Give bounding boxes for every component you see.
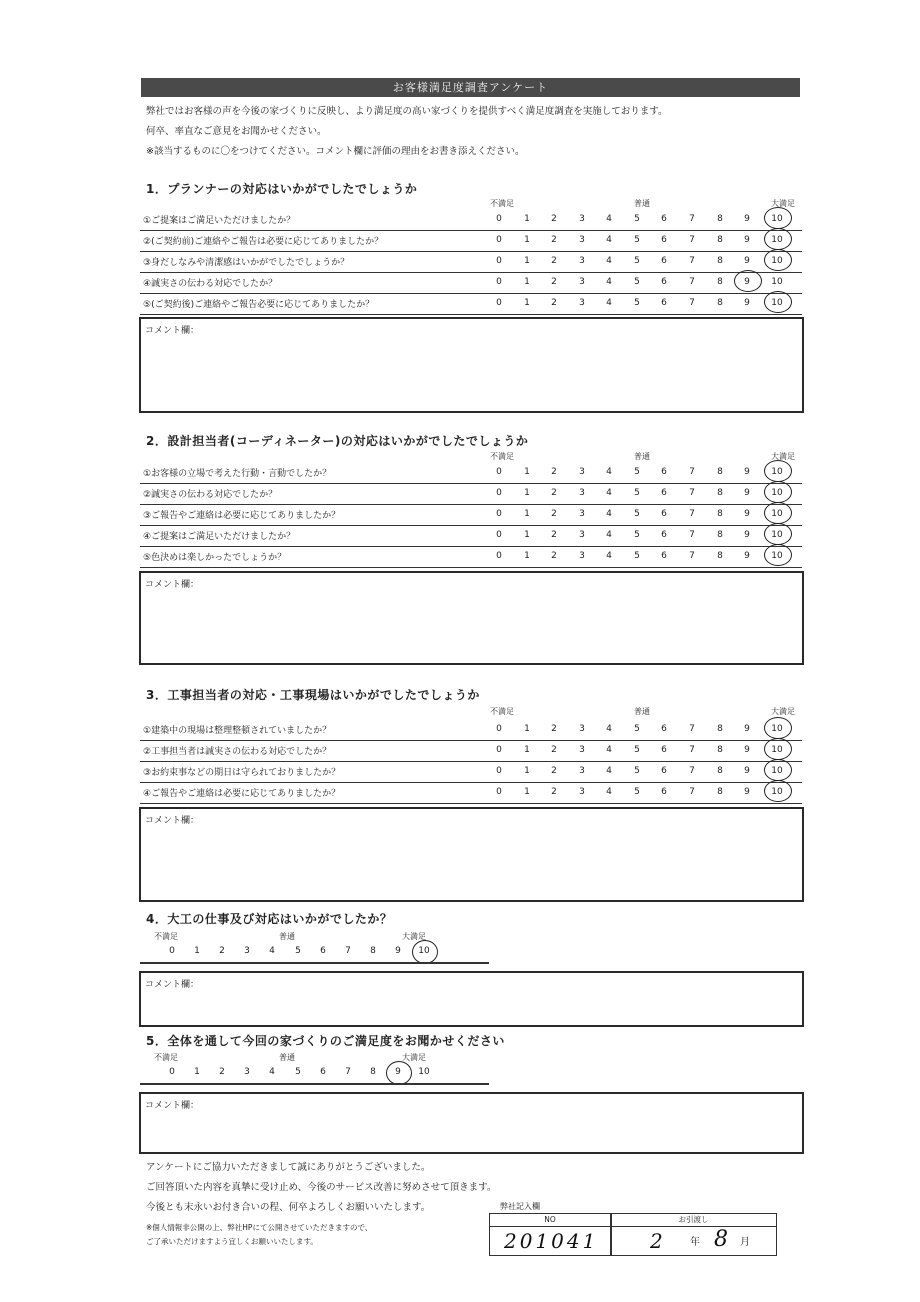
rating-option[interactable]: 2 [551, 509, 557, 519]
selected-rating-circle [764, 207, 792, 229]
rating-option[interactable]: 3 [579, 766, 585, 776]
rating-option[interactable]: 3 [579, 745, 585, 755]
selected-rating-circle [386, 1061, 412, 1085]
rating-option[interactable]: 0 [496, 214, 502, 224]
rating-option[interactable]: 1 [194, 946, 200, 956]
rating-option[interactable]: 6 [661, 214, 667, 224]
rating-option[interactable]: 1 [524, 277, 530, 287]
rating-option[interactable]: 2 [551, 766, 557, 776]
rating-option[interactable]: 0 [169, 1067, 175, 1077]
rating-option[interactable]: 1 [524, 298, 530, 308]
question-text: ④誠実さの伝わる対応でしたか？ [143, 279, 278, 289]
rating-option[interactable]: 7 [689, 787, 695, 797]
rating-option[interactable]: 1 [524, 488, 530, 498]
rating-option[interactable]: 4 [606, 509, 612, 519]
rating-option[interactable]: 8 [717, 235, 723, 245]
rating-option[interactable]: 3 [579, 214, 585, 224]
rating-option[interactable]: 7 [689, 766, 695, 776]
rating-option[interactable]: 10 [771, 787, 783, 797]
rating-option[interactable]: 3 [579, 467, 585, 477]
rating-option[interactable]: 2 [551, 467, 557, 477]
rating-option[interactable]: 5 [634, 530, 640, 540]
rating-option[interactable]: 6 [320, 946, 326, 956]
rating-option[interactable]: 6 [661, 509, 667, 519]
rating-option[interactable]: 5 [634, 467, 640, 477]
rating-option[interactable]: 6 [661, 787, 667, 797]
rating-option[interactable]: 6 [661, 235, 667, 245]
question-text: ①建築中の現場は整理整頓されていましたか？ [143, 726, 332, 736]
rating-option[interactable]: 3 [579, 509, 585, 519]
rating-option[interactable]: 8 [717, 787, 723, 797]
question-text: ①お客様の立場で考えた行動・言動でしたか？ [143, 469, 332, 479]
rating-option[interactable]: 9 [395, 1067, 401, 1077]
rating-option[interactable]: 3 [579, 256, 585, 266]
question-text: ④ご提案はご満足いただけましたか？ [143, 532, 296, 542]
section-1-title: 1．プランナーの対応はいかがでしたでしょうか [146, 182, 418, 196]
question-text: ⑤(ご契約後)ご連絡やご報告必要に応じてありましたか？ [143, 300, 375, 310]
rating-option[interactable]: 9 [744, 787, 750, 797]
rating-option[interactable]: 2 [551, 745, 557, 755]
rating-option[interactable]: 10 [771, 298, 783, 308]
rating-option[interactable]: 8 [717, 488, 723, 498]
rating-option[interactable]: 3 [579, 724, 585, 734]
selected-rating-circle [764, 228, 792, 250]
rating-option[interactable]: 0 [496, 724, 502, 734]
rating-option[interactable]: 4 [606, 256, 612, 266]
rating-option[interactable]: 0 [496, 467, 502, 477]
question-row [140, 762, 802, 783]
rating-option[interactable]: 2 [551, 277, 557, 287]
selected-rating-circle [764, 460, 792, 482]
office-use-table [489, 1213, 777, 1256]
selected-rating-circle [764, 738, 792, 760]
rating-option[interactable]: 7 [345, 946, 351, 956]
rating-option[interactable]: 9 [744, 551, 750, 561]
rating-option[interactable]: 4 [606, 214, 612, 224]
rating-option[interactable]: 2 [551, 298, 557, 308]
question-text: ②(ご契約前)ご連絡やご報告は必要に応じてありましたか？ [143, 237, 384, 247]
rating-option[interactable]: 0 [496, 787, 502, 797]
rating-option[interactable]: 4 [606, 277, 612, 287]
survey-title: お客様満足度調査アンケート [141, 78, 800, 97]
rating-option[interactable]: 6 [661, 488, 667, 498]
rating-option[interactable]: 2 [551, 214, 557, 224]
rating-option[interactable]: 4 [606, 235, 612, 245]
rating-option[interactable]: 3 [579, 488, 585, 498]
rating-option[interactable]: 2 [551, 235, 557, 245]
rating-option[interactable]: 10 [418, 946, 430, 956]
rating-option[interactable]: 5 [295, 1067, 301, 1077]
rating-option[interactable]: 4 [269, 946, 275, 956]
rating-option[interactable]: 10 [771, 530, 783, 540]
rating-option[interactable]: 10 [771, 766, 783, 776]
scale-mid-label: 普通 [634, 452, 650, 461]
section-2-title: 2．設計担当者(コーディネーター)の対応はいかがでしたでしょうか [146, 434, 529, 448]
rating-option[interactable]: 10 [771, 488, 783, 498]
rating-option[interactable]: 2 [219, 946, 225, 956]
question-text: ①ご提案はご満足いただけましたか？ [143, 216, 296, 226]
question-row [140, 484, 802, 505]
selected-rating-circle [764, 717, 792, 739]
rating-option[interactable]: 10 [771, 551, 783, 561]
rating-option[interactable]: 10 [771, 235, 783, 245]
rating-option[interactable]: 2 [551, 530, 557, 540]
rating-option[interactable]: 2 [551, 488, 557, 498]
rating-option[interactable]: 7 [689, 467, 695, 477]
rating-option[interactable]: 10 [771, 509, 783, 519]
rating-option[interactable]: 10 [771, 467, 783, 477]
rating-option[interactable]: 6 [661, 530, 667, 540]
rating-option[interactable]: 5 [634, 488, 640, 498]
rating-option[interactable]: 5 [634, 277, 640, 287]
rating-option[interactable]: 1 [524, 235, 530, 245]
year-label: 年 [690, 1237, 700, 1248]
rating-option[interactable]: 8 [717, 530, 723, 540]
rating-option[interactable]: 3 [579, 277, 585, 287]
rating-option[interactable]: 0 [496, 235, 502, 245]
comment-label: コメント欄： [145, 1101, 200, 1111]
rating-option[interactable]: 5 [634, 787, 640, 797]
selected-rating-circle [764, 502, 792, 524]
selected-rating-circle [764, 544, 792, 566]
comment-box-3[interactable] [139, 807, 804, 902]
rating-option[interactable]: 4 [606, 787, 612, 797]
rating-option[interactable]: 5 [634, 551, 640, 561]
scale-high-label: 大満足 [402, 1053, 426, 1062]
comment-label: コメント欄： [145, 816, 200, 826]
rating-option[interactable]: 6 [661, 766, 667, 776]
question-text: ③身だしなみや清潔感はいかがでしたでしょうか？ [143, 258, 350, 268]
scale-high-label: 大満足 [771, 707, 795, 716]
comment-label: コメント欄： [145, 580, 200, 590]
rating-option[interactable]: 7 [689, 509, 695, 519]
rating-option[interactable]: 3 [579, 298, 585, 308]
selected-rating-circle [412, 940, 438, 964]
selected-rating-circle [764, 481, 792, 503]
rating-option[interactable]: 9 [744, 488, 750, 498]
scale-mid-label: 普通 [634, 707, 650, 716]
rating-option[interactable]: 2 [551, 551, 557, 561]
rating-option[interactable]: 0 [496, 277, 502, 287]
rating-option[interactable]: 4 [606, 724, 612, 734]
rating-option[interactable]: 8 [717, 298, 723, 308]
rating-option[interactable]: 9 [744, 509, 750, 519]
rating-option[interactable]: 3 [579, 235, 585, 245]
rating-option[interactable]: 1 [524, 256, 530, 266]
rating-option[interactable]: 8 [717, 745, 723, 755]
rating-option[interactable]: 8 [717, 551, 723, 561]
rating-option[interactable]: 9 [744, 298, 750, 308]
rating-option[interactable]: 8 [370, 1067, 376, 1077]
rating-option[interactable]: 4 [606, 745, 612, 755]
intro-line-3: ※該当するものに〇をつけてください。コメント欄に評価の理由をお書き添えください。 [146, 146, 525, 157]
rating-option[interactable]: 6 [661, 745, 667, 755]
question-row [140, 273, 802, 294]
rating-option[interactable]: 3 [579, 551, 585, 561]
rating-option[interactable]: 5 [634, 745, 640, 755]
rating-option[interactable]: 8 [717, 277, 723, 287]
rating-option[interactable]: 6 [661, 551, 667, 561]
rating-option[interactable]: 5 [634, 298, 640, 308]
rating-option[interactable]: 0 [496, 530, 502, 540]
rating-option[interactable]: 7 [689, 745, 695, 755]
rating-option[interactable]: 7 [689, 277, 695, 287]
scale-high-label: 大満足 [402, 932, 426, 941]
rating-option[interactable]: 3 [579, 787, 585, 797]
rating-option[interactable]: 8 [717, 724, 723, 734]
question-row [140, 210, 802, 231]
question-row [140, 526, 802, 547]
intro-line-2: 何卒、率直なご意見をお聞かせください。 [146, 126, 327, 137]
comment-box-4[interactable] [139, 971, 804, 1027]
question-text: ⑤色決めは楽しかったでしょうか？ [143, 553, 287, 563]
rating-option[interactable]: 10 [771, 724, 783, 734]
scale-low-label: 不満足 [154, 932, 178, 941]
rating-option[interactable]: 0 [496, 256, 502, 266]
rating-option[interactable]: 0 [496, 766, 502, 776]
rating-option[interactable]: 5 [634, 724, 640, 734]
thanks-line-3: 今後とも末永いお付き合いの程、何卒よろしくお願いいたします。 [146, 1202, 431, 1213]
scale-low-label: 不満足 [490, 199, 514, 208]
rating-option[interactable]: 7 [689, 530, 695, 540]
selected-rating-circle [764, 780, 792, 802]
question-row [140, 547, 802, 568]
rating-option[interactable]: 5 [295, 946, 301, 956]
rating-option[interactable]: 8 [717, 256, 723, 266]
privacy-note-2: ご了承いただけますよう宜しくお願いいたします。 [146, 1237, 318, 1246]
privacy-note-1: ※個人情報非公開の上、弊社HPにて公開させていただきますので、 [146, 1223, 373, 1232]
section-5-title: 5．全体を通して今回の家づくりのご満足度をお聞かせください [146, 1034, 505, 1048]
scale-low-label: 不満足 [490, 452, 514, 461]
intro-line-1: 弊社ではお客様の声を今後の家づくりに反映し、より満足度の高い家づくりを提供すべく満足度調査を実施しております。 [146, 106, 668, 117]
question-row [140, 231, 802, 252]
scale-underline [140, 962, 489, 964]
section-4-title: 4．大工の仕事及び対応はいかがでしたか？ [146, 912, 393, 926]
comment-box-5[interactable] [139, 1092, 804, 1154]
rating-option[interactable]: 7 [689, 488, 695, 498]
question-text: ③お約束事などの期日は守られておりましたか？ [143, 768, 341, 778]
selected-rating-circle [764, 291, 792, 313]
rating-option[interactable]: 10 [771, 745, 783, 755]
rating-option[interactable]: 1 [524, 745, 530, 755]
rating-option[interactable]: 6 [661, 467, 667, 477]
selected-rating-circle [734, 270, 762, 292]
comment-label: コメント欄： [145, 980, 200, 990]
rating-option[interactable]: 5 [634, 214, 640, 224]
rating-option[interactable]: 5 [634, 235, 640, 245]
rating-option[interactable]: 4 [606, 551, 612, 561]
scale-low-label: 不満足 [154, 1053, 178, 1062]
rating-option[interactable]: 1 [194, 1067, 200, 1077]
scale-low-label: 不満足 [490, 707, 514, 716]
rating-option[interactable]: 2 [551, 724, 557, 734]
scale-mid-label: 普通 [634, 199, 650, 208]
question-row [140, 505, 802, 526]
rating-option[interactable]: 0 [169, 946, 175, 956]
rating-option[interactable]: 4 [606, 530, 612, 540]
question-row [140, 741, 802, 762]
scale-mid-label: 普通 [279, 932, 295, 941]
rating-option[interactable]: 10 [771, 256, 783, 266]
rating-option[interactable]: 1 [524, 509, 530, 519]
rating-option[interactable]: 1 [524, 724, 530, 734]
rating-option[interactable]: 6 [320, 1067, 326, 1077]
selected-rating-circle [764, 249, 792, 271]
rating-option[interactable]: 4 [606, 488, 612, 498]
rating-option[interactable]: 2 [551, 256, 557, 266]
rating-option[interactable]: 3 [244, 1067, 250, 1077]
rating-option[interactable]: 8 [717, 467, 723, 477]
rating-option[interactable]: 10 [771, 277, 783, 287]
rating-option[interactable]: 3 [244, 946, 250, 956]
month-label: 月 [740, 1237, 750, 1248]
rating-option[interactable]: 9 [744, 766, 750, 776]
rating-option[interactable]: 7 [689, 724, 695, 734]
question-row [140, 294, 802, 315]
rating-option[interactable]: 1 [524, 467, 530, 477]
rating-option[interactable]: 4 [606, 298, 612, 308]
rating-option[interactable]: 0 [496, 745, 502, 755]
rating-option[interactable]: 1 [524, 214, 530, 224]
rating-option[interactable]: 9 [744, 277, 750, 287]
rating-option[interactable]: 0 [496, 298, 502, 308]
rating-option[interactable]: 3 [579, 530, 585, 540]
question-text: ②誠実さの伝わる対応でしたか？ [143, 490, 278, 500]
rating-option[interactable]: 1 [524, 766, 530, 776]
month-value: 8 [714, 1227, 728, 1252]
rating-option[interactable]: 1 [524, 787, 530, 797]
rating-option[interactable]: 1 [524, 551, 530, 561]
rating-option[interactable]: 5 [634, 256, 640, 266]
rating-option[interactable]: 6 [661, 724, 667, 734]
selected-rating-circle [764, 523, 792, 545]
rating-option[interactable]: 9 [395, 946, 401, 956]
rating-option[interactable]: 7 [689, 551, 695, 561]
rating-option[interactable]: 8 [717, 766, 723, 776]
rating-option[interactable]: 5 [634, 766, 640, 776]
rating-option[interactable]: 9 [744, 467, 750, 477]
question-text: ③ご報告やご連絡は必要に応じてありましたか？ [143, 511, 341, 521]
rating-option[interactable]: 9 [744, 235, 750, 245]
question-text: ④ご報告やご連絡は必要に応じてありましたか？ [143, 789, 341, 799]
rating-option[interactable]: 0 [496, 509, 502, 519]
year-value: 2 [650, 1229, 663, 1253]
rating-option[interactable]: 4 [269, 1067, 275, 1077]
rating-option[interactable]: 4 [606, 766, 612, 776]
rating-option[interactable]: 2 [551, 787, 557, 797]
question-row [140, 463, 802, 484]
handover-header: お引渡し [611, 1214, 776, 1227]
rating-option[interactable]: 9 [744, 214, 750, 224]
rating-option[interactable]: 0 [496, 488, 502, 498]
rating-option[interactable]: 9 [744, 724, 750, 734]
comment-box-1[interactable] [139, 317, 804, 413]
question-text: ②工事担当者は誠実さの伝わる対応でしたか？ [143, 747, 332, 757]
rating-option[interactable]: 5 [634, 509, 640, 519]
rating-option[interactable]: 9 [744, 745, 750, 755]
rating-option[interactable]: 9 [744, 256, 750, 266]
question-row [140, 783, 802, 804]
rating-option[interactable]: 4 [606, 467, 612, 477]
scale-underline [140, 1083, 489, 1085]
rating-option[interactable]: 7 [689, 235, 695, 245]
rating-option[interactable]: 8 [717, 509, 723, 519]
rating-option[interactable]: 9 [744, 530, 750, 540]
question-row [140, 720, 802, 741]
rating-option[interactable]: 7 [345, 1067, 351, 1077]
selected-rating-circle [764, 759, 792, 781]
rating-option[interactable]: 10 [418, 1067, 430, 1077]
rating-option[interactable]: 8 [717, 214, 723, 224]
rating-option[interactable]: 0 [496, 551, 502, 561]
rating-option[interactable]: 6 [661, 256, 667, 266]
rating-option[interactable]: 6 [661, 298, 667, 308]
section-3-title: 3．工事担当者の対応・工事現場はいかがでしたでしょうか [146, 688, 480, 702]
rating-option[interactable]: 7 [689, 214, 695, 224]
rating-option[interactable]: 1 [524, 530, 530, 540]
no-header: NO [490, 1214, 611, 1227]
scale-high-label: 大満足 [771, 452, 795, 461]
scale-high-label: 大満足 [771, 199, 795, 208]
rating-option[interactable]: 6 [661, 277, 667, 287]
comment-box-2[interactable] [139, 571, 804, 665]
rating-option[interactable]: 10 [771, 214, 783, 224]
rating-option[interactable]: 2 [219, 1067, 225, 1077]
thanks-line-2: ご回答頂いた内容を真摯に受け止め、今後のサービス改善に努めさせて頂きます。 [146, 1182, 497, 1193]
rating-option[interactable]: 7 [689, 298, 695, 308]
rating-option[interactable]: 8 [370, 946, 376, 956]
thanks-line-1: アンケートにご協力いただきまして誠にありがとうございました。 [146, 1162, 431, 1173]
rating-option[interactable]: 7 [689, 256, 695, 266]
no-value: 201041 [504, 1229, 599, 1253]
question-row [140, 252, 802, 273]
scale-mid-label: 普通 [279, 1053, 295, 1062]
office-use-label: 弊社記入欄 [500, 1202, 540, 1211]
comment-label: コメント欄： [145, 326, 200, 336]
